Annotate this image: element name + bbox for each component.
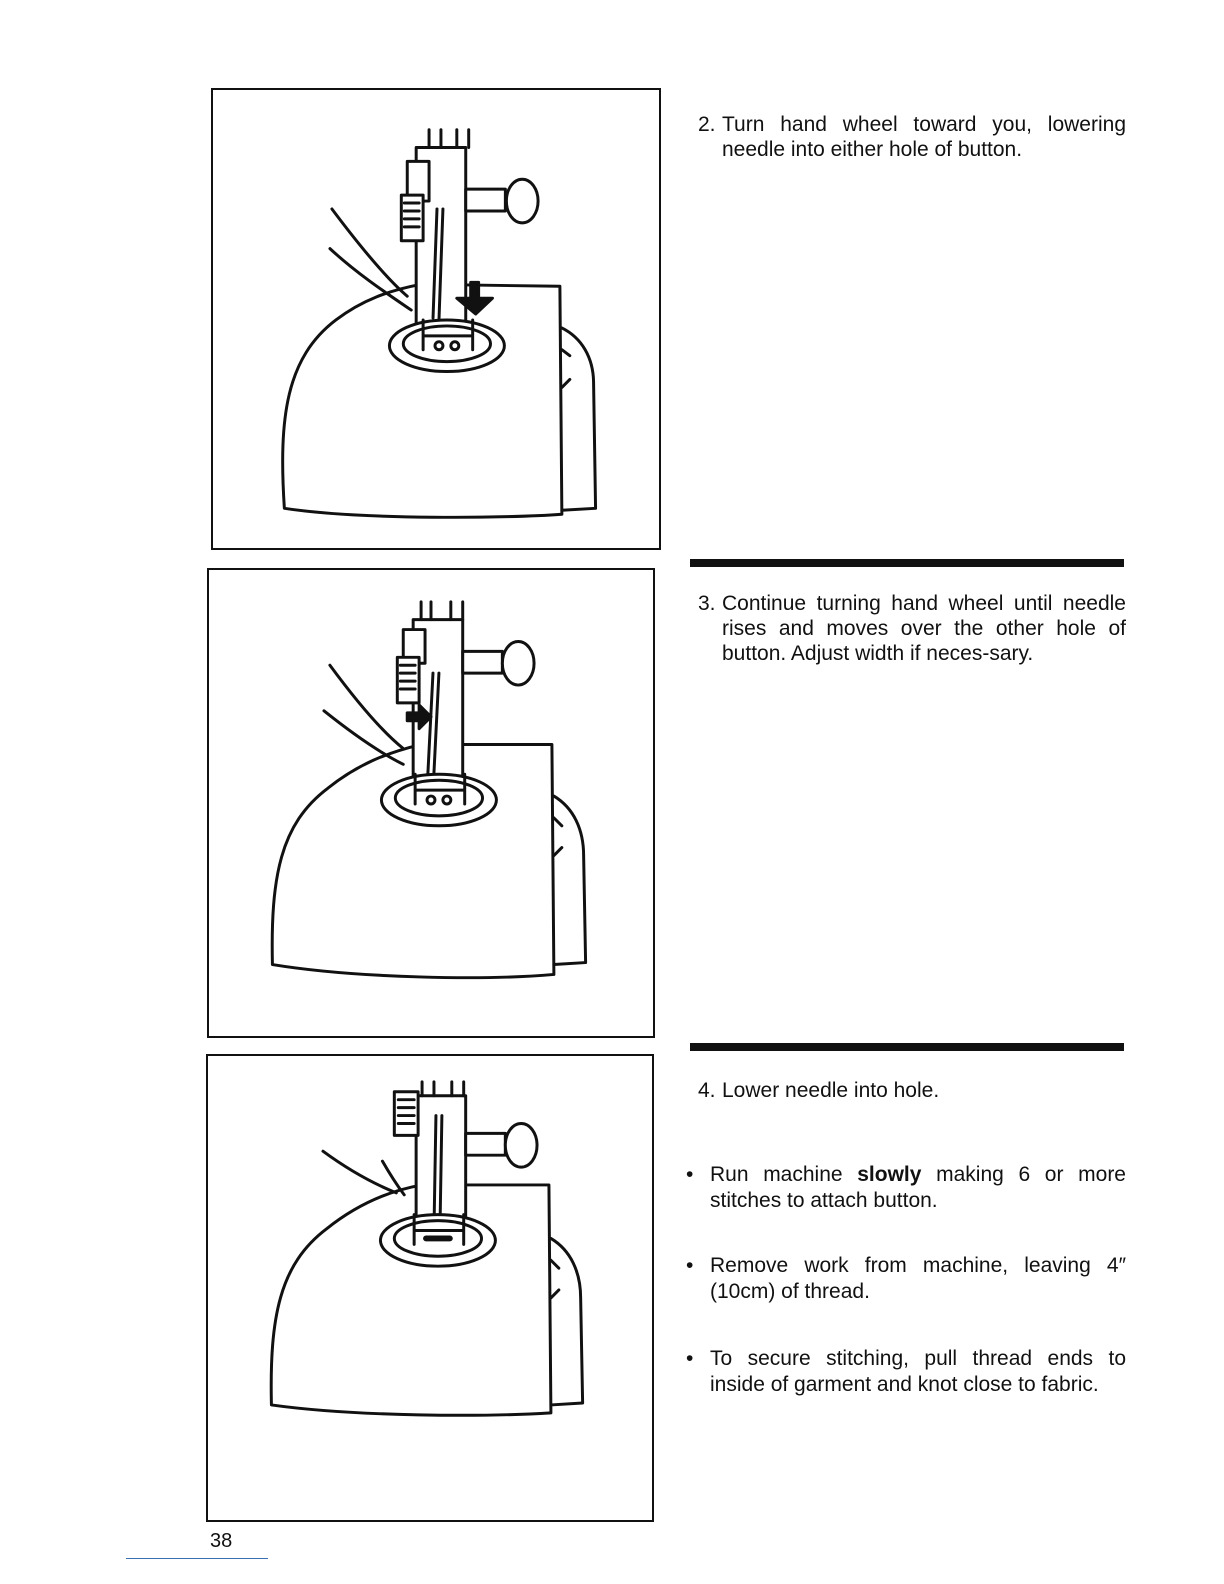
step-number: 2. <box>698 113 716 136</box>
sewing-machine-foot-drawing <box>209 570 653 1036</box>
section-divider <box>690 559 1124 567</box>
bullet-text: Remove work from machine, leaving 4″ (10cm) of thread. <box>710 1254 1126 1303</box>
bullet-text-part: making 6 or more stitches to attach button. <box>710 1163 1126 1212</box>
step-number: 3. <box>698 592 716 615</box>
bullet-text: To secure stitching, pull thread ends to inside of garment and knot close to fabric. <box>710 1347 1126 1396</box>
step-3-instruction <box>694 591 1126 666</box>
illustration-step-2 <box>211 88 661 550</box>
emphasis-slowly: slowly <box>857 1163 922 1186</box>
step-4-instruction <box>694 1078 1126 1103</box>
bullet-marker: • <box>686 1347 694 1370</box>
page-number: 38 <box>210 1530 233 1552</box>
sewing-machine-foot-drawing <box>208 1056 652 1520</box>
bullet-remove-work <box>686 1253 1126 1305</box>
bullet-marker: • <box>686 1163 694 1186</box>
bullet-text <box>686 1162 1126 1214</box>
bullet-secure-stitching <box>686 1346 1126 1398</box>
step-text: Continue turning hand wheel until needle rises and moves over the other hole of button. Adjust width if neces-sary. <box>722 592 1126 665</box>
step-text: Lower needle into hole. <box>722 1079 940 1102</box>
bullet-text-part: Run machine <box>710 1163 858 1186</box>
section-divider <box>690 1043 1124 1051</box>
footer-line <box>126 1558 268 1559</box>
illustration-step-3 <box>207 568 655 1038</box>
sewing-machine-foot-drawing <box>213 90 659 548</box>
bullet-marker: • <box>686 1254 694 1277</box>
step-2-instruction <box>694 112 1126 162</box>
bullet-run-machine <box>686 1162 1126 1214</box>
step-text: Turn hand wheel toward you, lowering needle into either hole of button. <box>722 113 1126 161</box>
illustration-step-4 <box>206 1054 654 1522</box>
step-number: 4. <box>698 1079 716 1102</box>
